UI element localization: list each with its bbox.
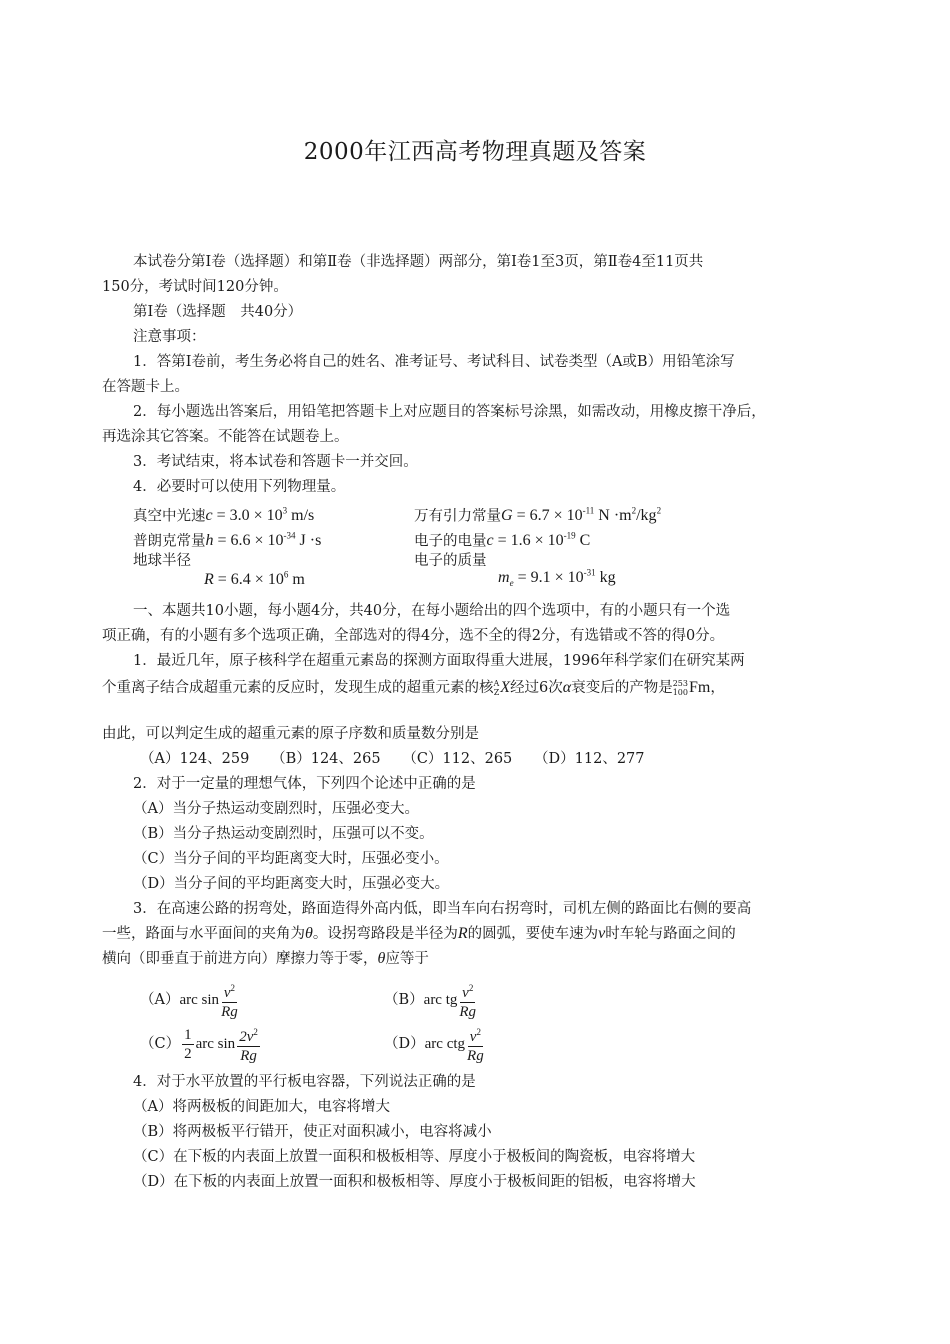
q3-option-c: （C） $\frac{1}{2}$ arc sin $\frac{2v^2}{Rg}$ [140, 1022, 380, 1066]
notice-heading: 注意事项： [133, 329, 206, 345]
notice-1b: 在答题卡上。 [102, 379, 189, 395]
q3-option-a: （A）arc sin $\frac{v^2}{Rg}$ [140, 978, 380, 1022]
q2-option-c: （C）当分子间的平均距离变大时，压强必变小。 [133, 851, 449, 867]
nuclide-fm-numbers: 253 100 [672, 679, 688, 697]
q3-line-1: 3．在高速公路的拐弯处，路面造得外高内低，即当车向右拐弯时，司机左侧的路面比右侧的要高 [133, 901, 752, 917]
notice-3: 3．考试结束，将本试卷和答题卡一并交回。 [133, 454, 418, 470]
q4-option-c: （C）在下板的内表面上放置一面积和极板相等、厚度小于极板间的陶瓷板，电容将增大 [133, 1149, 696, 1165]
q2-option-b: （B）当分子热运动变剧烈时，压强可以不变。 [133, 826, 434, 842]
q3-option-b: （B）arc tg $\frac{v^2}{Rg}$ [384, 978, 624, 1022]
part1-heading: 第Ⅰ卷（选择题 共40分） [133, 304, 303, 320]
const-earth-radius: $R = 6.4 \times 10^6$ m [204, 570, 305, 589]
page-title: 2000年江西高考物理真题及答案 [303, 139, 647, 165]
q2-option-d: （D）当分子间的平均距离变大时，压强必变大。 [133, 876, 450, 892]
nuclide-x-numbers: A Z [493, 679, 500, 697]
notice-1a: 1．答第Ⅰ卷前，考生务必将自己的姓名、准考证号、考试科目、试卷类型（A或B）用铅笔涂写 [133, 354, 735, 370]
q2-stem: 2．对于一定量的理想气体，下列四个论述中正确的是 [133, 776, 476, 792]
const-planck: 普朗克常量$h = 6.6 \times 10^{-34}$ J ·s [133, 531, 322, 550]
q3-option-d: （D）arc ctg $\frac{v^2}{Rg}$ [384, 1022, 624, 1066]
const-light-speed: 真空中光速$c = 3.0 \times 10^3$ m/s [133, 506, 315, 525]
q1-line-3: 由此，可以判定生成的超重元素的原子序数和质量数分别是 [102, 726, 479, 742]
q4-stem: 4．对于水平放置的平行板电容器，下列说法正确的是 [133, 1074, 476, 1090]
const-electron-mass-label: 电子的质量 [414, 553, 487, 569]
section1-line-1: 一、本题共10小题，每小题4分，共40分，在每小题给出的四个选项中，有的小题只有一个选 [133, 603, 731, 619]
notice-2a: 2．每小题选出答案后，用铅笔把答题卡上对应题目的答案标号涂黑，如需改动，用橡皮擦干净后， [133, 404, 766, 420]
q4-option-a: （A）将两极板的间距加大，电容将增大 [133, 1099, 390, 1115]
q1-line-1: 1．最近几年，原子核科学在超重元素岛的探测方面取得重大进展，1996年科学家们在研究某两 [133, 653, 745, 669]
q3-line-3: 横向（即垂直于前进方向）摩擦力等于零，θ应等于 [102, 950, 429, 967]
notice-4: 4．必要时可以使用下列物理量。 [133, 479, 346, 495]
const-electron-mass: $m_e = 9.1 \times 10^{-31}$ kg [498, 568, 616, 589]
const-earth-radius-label: 地球半径 [133, 553, 191, 569]
q4-option-b: （B）将两极板平行错开，使正对面积减小，电容将减小 [133, 1124, 492, 1140]
section1-line-2: 项正确，有的小题有多个选项正确，全部选对的得4分，选不全的得2分，有选错或不答的得0分。 [102, 628, 725, 644]
q1-options: （A）124、259 （B）124、265 （C）112、265 （D）112、277 [140, 751, 645, 767]
q1-line-2: 个重离子结合成超重元素的反应时，发现生成的超重元素的核 A Z X经过6次α衰变后的产物是 253 100 Fm， [102, 679, 725, 697]
const-electron-charge: 电子的电量$c = 1.6 \times 10^{-19}$ C [414, 531, 591, 550]
q4-option-d: （D）在下板的内表面上放置一面积和极板相等、厚度小于极板间距的铝板，电容将增大 [133, 1174, 696, 1190]
q3-line-2: 一些，路面与水平面间的夹角为θ。设拐弯路段是半径为R的圆弧，要使车速为v时车轮与路面之间的 [102, 925, 736, 942]
intro-line-2: 150分，考试时间120分钟。 [102, 279, 288, 295]
const-gravity: 万有引力常量$G = 6.7 \times 10^{-11}$ $N \cdot m^2/kg^2$ [414, 506, 662, 525]
q2-option-a: （A）当分子热运动变剧烈时，压强必变大。 [133, 801, 419, 817]
notice-2b: 再选涂其它答案。不能答在试题卷上。 [102, 429, 349, 445]
intro-line-1: 本试卷分第Ⅰ卷（选择题）和第Ⅱ卷（非选择题）两部分，第Ⅰ卷1至3页，第Ⅱ卷4至11页共 [133, 254, 704, 270]
